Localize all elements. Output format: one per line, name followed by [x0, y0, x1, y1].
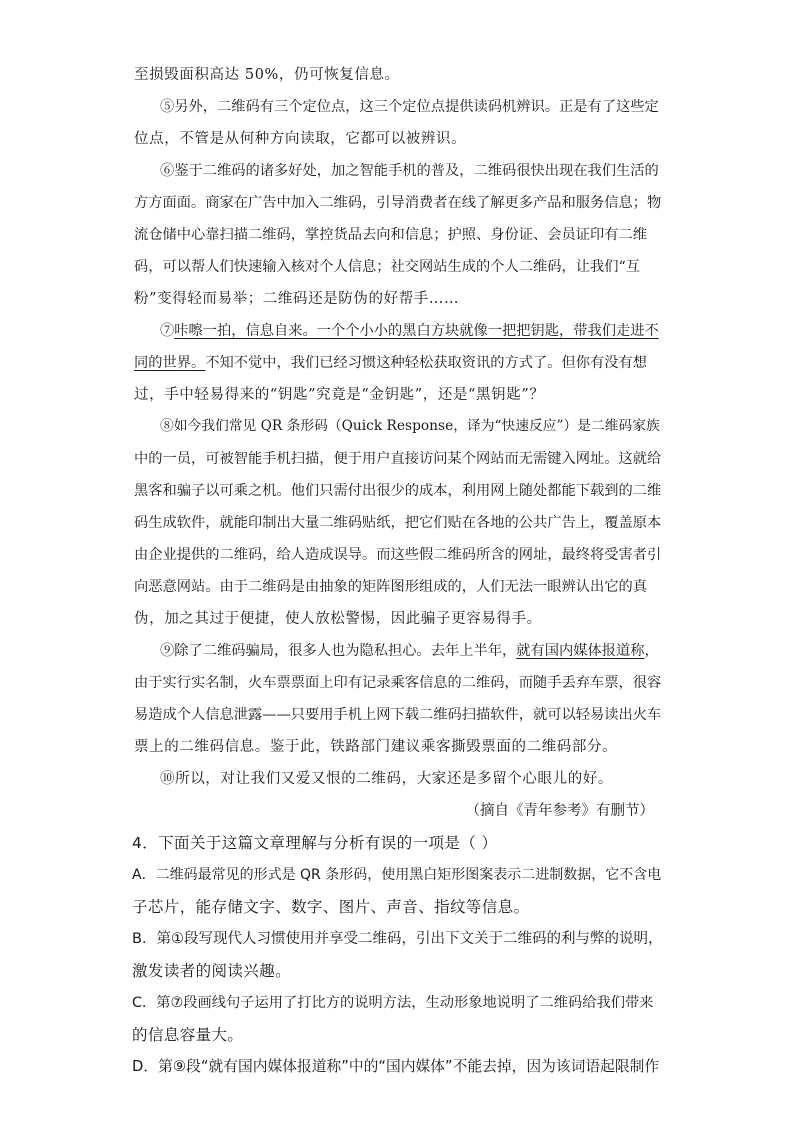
paragraph-8-line-2: 中的一员，可被智能手机扫描，便于用户直接访问某个网站而无需键入网址。这就给 [134, 451, 662, 467]
paragraph-8-line-7: 伪，加之其过于便捷，使人放松警惕，因此骗子更容易得手。 [134, 611, 542, 627]
paragraph-9-line-3: 易造成个人信息泄露——只要用手机上网下载二维码扫描软件，就可以轻易读出火车 [134, 707, 662, 723]
option-a-line-1: A．二维码最常见的形式是 QR 条形码，使用黑白矩形图案表示二进制数据，它不含电 [132, 867, 662, 883]
option-d-line-1: D．第⑨段“就有国内媒体报道称”中的“国内媒体”不能去掉，因为该词语起限制作 [132, 1058, 660, 1075]
paragraph-9-line-1 [160, 644, 659, 658]
option-b-line-2: 激发读者的阅读兴趣。 [132, 962, 292, 980]
paragraph-7-line-3: 过，手中轻易得来的“钥匙”究竟是“金钥匙”，还是“黑钥匙”？ [134, 387, 545, 403]
underlined-sentence-part-1: 咔嚓一拍，信息自来。一个个小小的黑白方块就像一把把钥匙，带我们走进不 [174, 323, 659, 339]
paragraph-8-line-6: 向恶意网站。由于二维码是由抽象的矩阵图形组成的，人们无法一眼辨认出它的真 [134, 579, 648, 595]
option-b-line-1: B．第①段写现代人习惯使用并享受二维码，引出下文关于二维码的利与弊的说明， [132, 931, 663, 947]
paragraph-6-line-1: ⑥鉴于二维码的诸多好处，加之智能手机的普及，二维码很快出现在我们生活的 [160, 163, 659, 179]
option-c-line-1: C．第⑦段画线句子运用了打比方的说明方法，生动形象地说明了二维码给我们带来 [132, 995, 654, 1011]
paragraph-9-line-2: 由于实行实名制，火车票票面上印有记录乘客信息的二维码，而随手丢弃车票，很容 [134, 675, 662, 691]
paragraph-8-line-4: 码生成软件，就能印制出大量二维码贴纸，把它们贴在各地的公共广告上，覆盖原本 [134, 515, 662, 531]
question-stem: 4．下面关于这篇文章理解与分析有误的一项是（ ） [132, 834, 498, 852]
paragraph-9-line-4: 票上的二维码信息。鉴于此，铁路部门建议乘客撕毁票面的二维码部分。 [134, 739, 618, 755]
paragraph-6-line-4: 码，可以帮人们快速输入核对个人信息；社交网站生成的个人二维码，让我们“互 [134, 259, 641, 275]
paragraph-9-line-1-start: ⑨除了二维码骗局，很多人也为隐私担心。去年上半年， [160, 643, 517, 659]
paragraph-4-end: 至损毁面积高达 50%，仍可恢复信息。 [134, 67, 400, 83]
paragraph-8-line-1: ⑧如今我们常见 QR 条形码（Quick Response，译为“快速反应”）是二维码家族 [160, 418, 660, 434]
paragraph-9-line-1-comma: ， [644, 643, 659, 659]
paragraph-6-line-5: 粉”变得轻而易举；二维码还是防伪的好帮手…… [134, 291, 460, 307]
underlined-phrase-media: 就有国内媒体报道称 [516, 643, 645, 659]
paragraph-8-line-5: 由企业提供的二维码，给人造成误导。而这些假二维码所含的网址，最终将受害者引 [134, 547, 662, 563]
paragraph-7-line-2 [134, 356, 647, 370]
paragraph-7-line-1 [160, 324, 659, 338]
paragraph-6-line-3: 流仓储中心靠扫描二维码，掌控货品去向和信息；护照、身份证、会员证印有二维 [134, 227, 648, 243]
paragraph-6-line-2: 方方面面。商家在广告中加入二维码，引导消费者在线了解更多产品和服务信息；物 [134, 195, 662, 211]
paragraph-7-number: ⑦ [160, 323, 175, 339]
option-a-line-2: 子芯片，能存储文字、数字、图片、声音、指纹等信息。 [132, 898, 530, 916]
paragraph-7-line-2-rest: 不知不觉中，我们已经习惯这种轻松获取资讯的方式了。但你有没有想 [205, 355, 648, 371]
underlined-sentence-part-2: 同的世界。 [134, 355, 206, 371]
option-c-line-2: 的信息容量大。 [132, 1026, 244, 1044]
paragraph-5-line-2: 位点，不管是从何种方向读取，它都可以被辨识。 [134, 131, 467, 147]
paragraph-8-line-3: 黑客和骗子以可乘之机。他们只需付出很少的成本，利用网上随处都能下载到的二维 [134, 483, 662, 499]
paragraph-5-line-1: ⑤另外，二维码有三个定位点，这三个定位点提供读码机辨识。正是有了这些定 [160, 99, 659, 115]
paragraph-10: ⑩所以，对让我们又爱又恨的二维码，大家还是多留个心眼儿的好。 [160, 771, 613, 787]
article-source: （摘自《青年参考》有删节） [465, 803, 654, 819]
